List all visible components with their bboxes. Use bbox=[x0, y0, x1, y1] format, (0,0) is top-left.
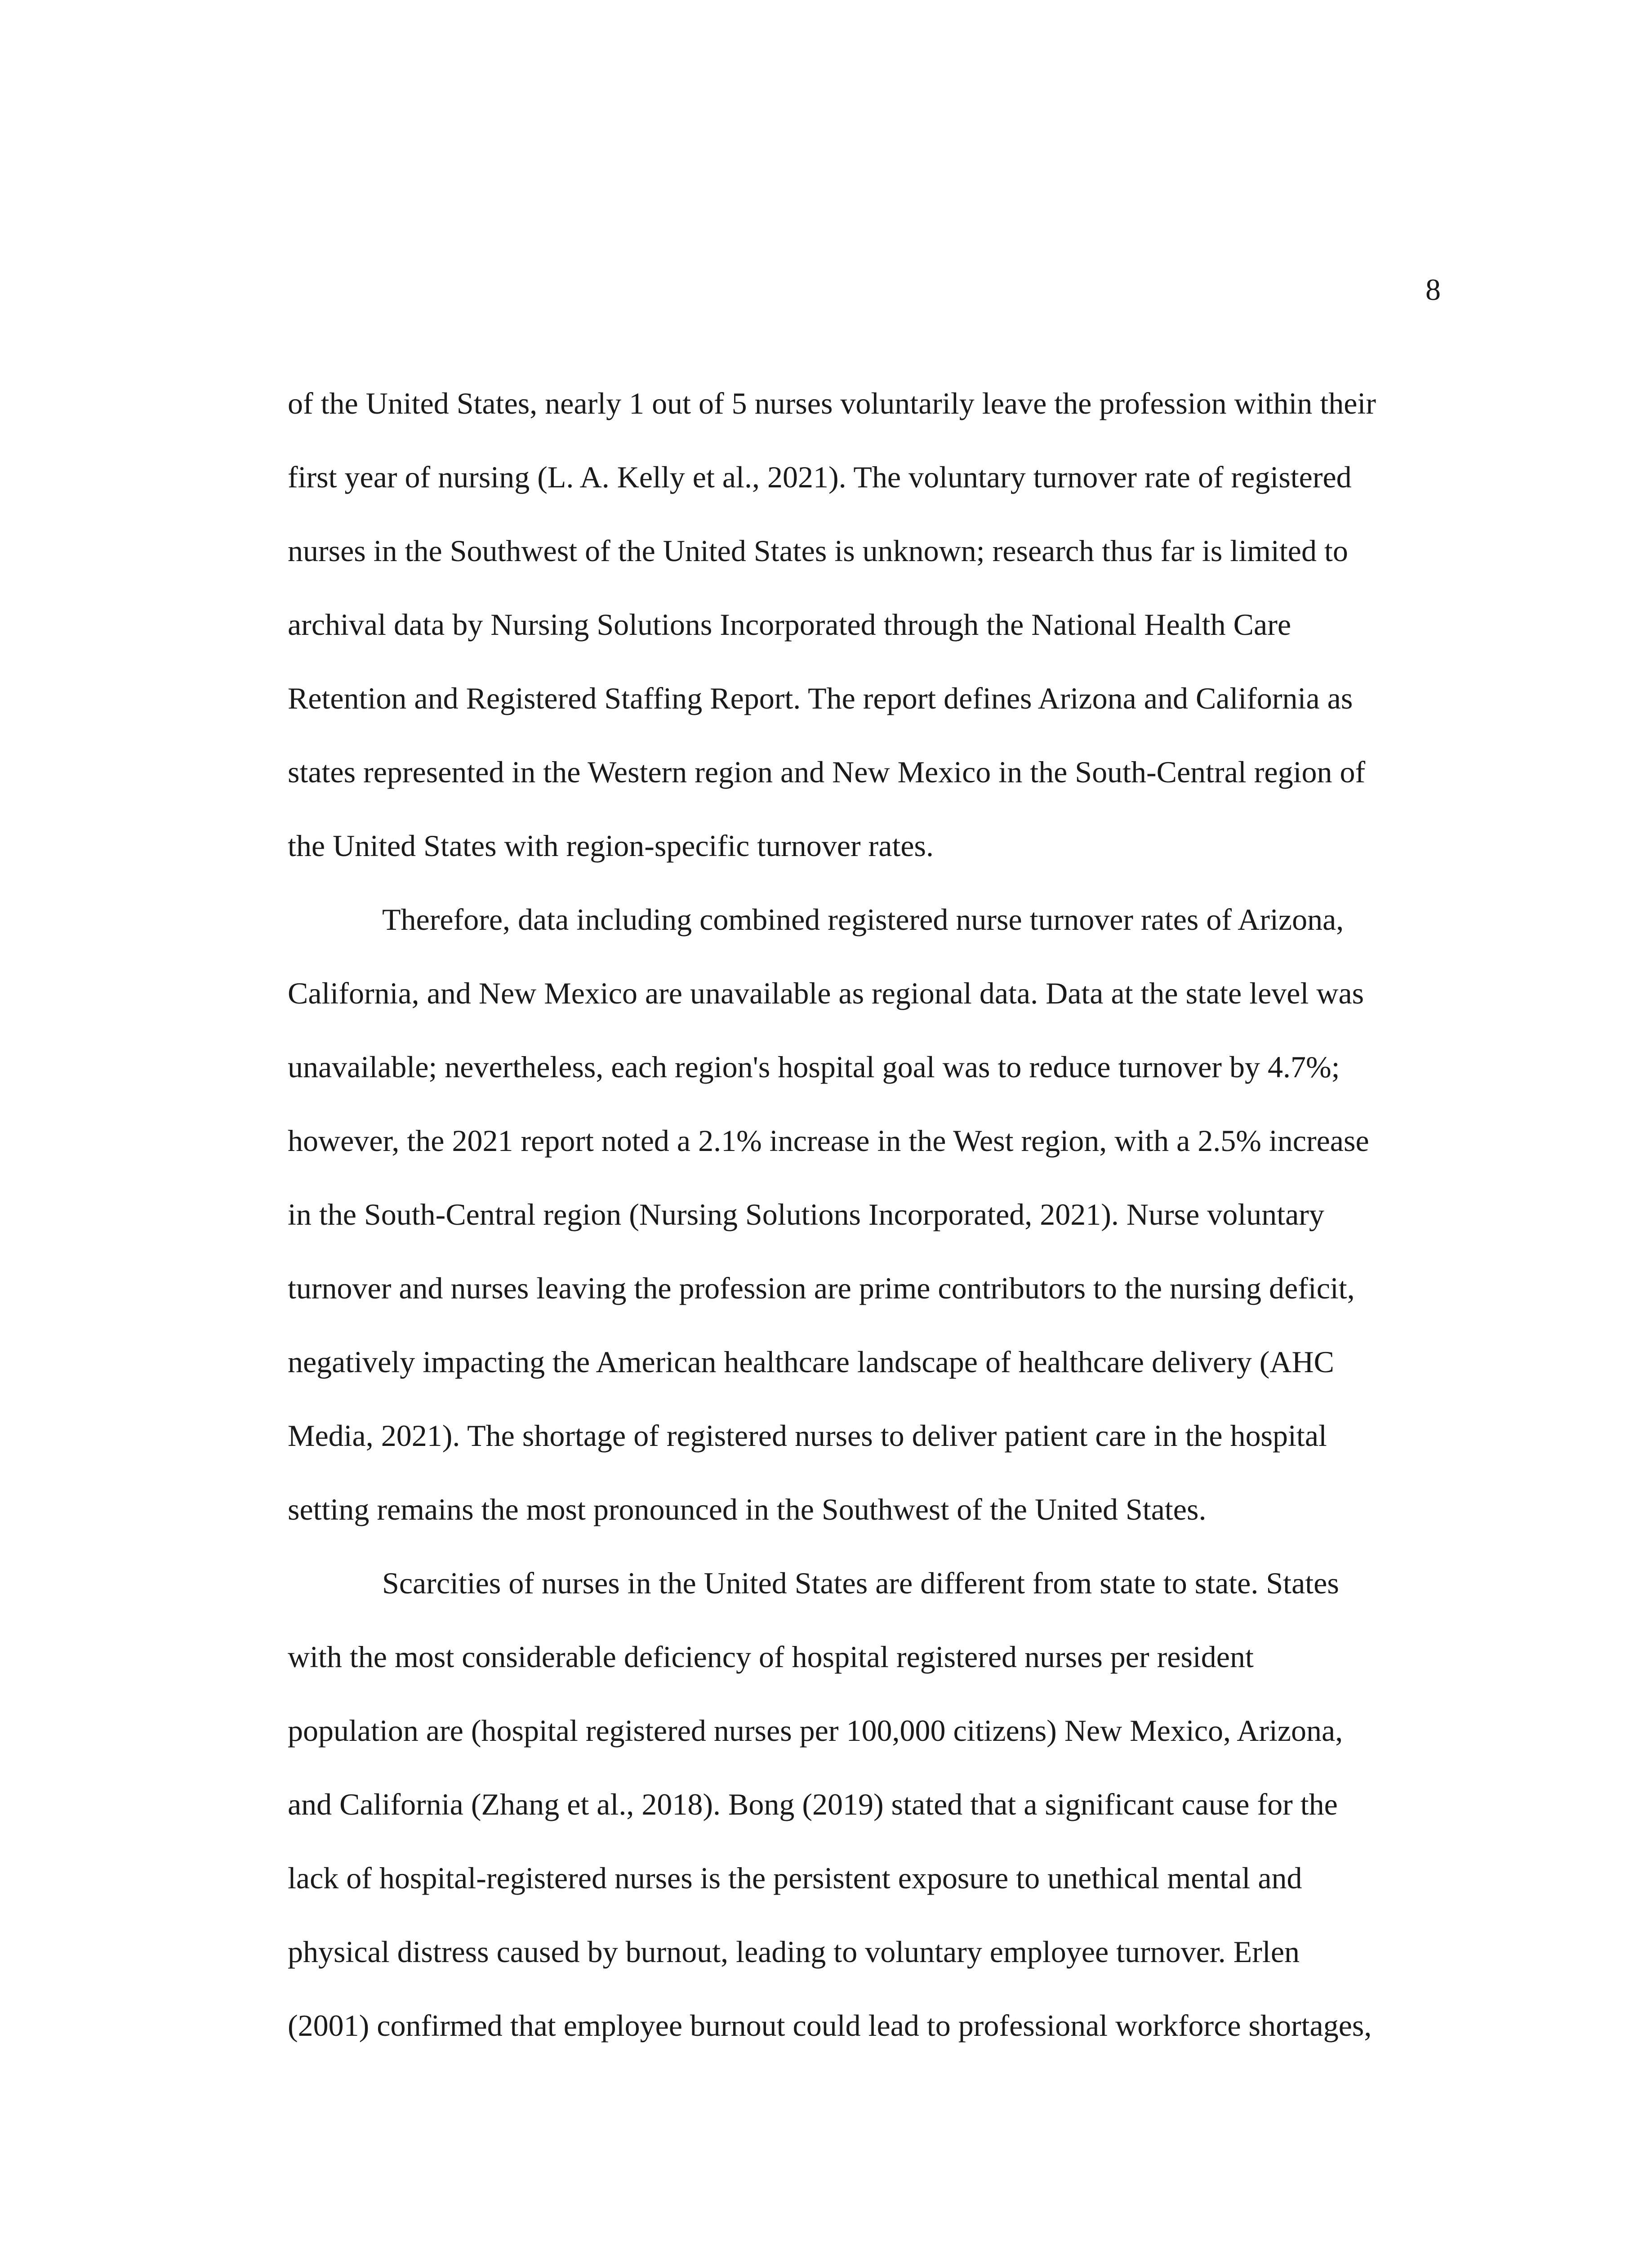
paragraph-first-line: Therefore, data including combined registered nurse turnover rates of Arizona, bbox=[382, 902, 1344, 937]
text-line: of the United States, nearly 1 out of 5 nurses voluntarily leave the profession within their bbox=[288, 386, 1376, 420]
paragraph-first-line: Scarcities of nurses in the United States are different from state to state. States bbox=[382, 1566, 1339, 1600]
text-line: states represented in the Western region and New Mexico in the South-Central region of bbox=[288, 755, 1366, 789]
text-line: negatively impacting the American healthcare landscape of healthcare delivery (AHC bbox=[288, 1345, 1334, 1379]
text-line: unavailable; nevertheless, each region's hospital goal was to reduce turnover by 4.7%; bbox=[288, 1050, 1340, 1084]
text-line: Retention and Registered Staffing Report. The report defines Arizona and California as bbox=[288, 681, 1353, 715]
text-line: physical distress caused by burnout, leading to voluntary employee turnover. Erlen bbox=[288, 1935, 1300, 1969]
text-line: archival data by Nursing Solutions Incorporated through the National Health Care bbox=[288, 607, 1291, 642]
text-line: the United States with region-specific turnover rates. bbox=[288, 829, 934, 863]
text-line: in the South-Central region (Nursing Solutions Incorporated, 2021). Nurse voluntary bbox=[288, 1197, 1324, 1231]
text-line: setting remains the most pronounced in the Southwest of the United States. bbox=[288, 1492, 1207, 1526]
text-line: first year of nursing (L. A. Kelly et al., 2021). The voluntary turnover rate of registered bbox=[288, 460, 1352, 494]
text-line: and California (Zhang et al., 2018). Bong (2019) stated that a significant cause for the bbox=[288, 1787, 1338, 1821]
text-line: population are (hospital registered nurses per 100,000 citizens) New Mexico, Arizona, bbox=[288, 1713, 1343, 1748]
text-line: California, and New Mexico are unavailable as regional data. Data at the state level was bbox=[288, 976, 1364, 1010]
page-number: 8 bbox=[1425, 272, 1441, 307]
text-line: however, the 2021 report noted a 2.1% increase in the West region, with a 2.5% increase bbox=[288, 1124, 1369, 1158]
text-line: turnover and nurses leaving the profession are prime contributors to the nursing deficit, bbox=[288, 1271, 1355, 1305]
text-line: (2001) confirmed that employee burnout could lead to professional workforce shortages, bbox=[288, 2008, 1372, 2043]
text-line: nurses in the Southwest of the United States is unknown; research thus far is limited to bbox=[288, 534, 1348, 568]
body-text bbox=[288, 366, 1434, 2062]
text-line: lack of hospital-registered nurses is the persistent exposure to unethical mental and bbox=[288, 1861, 1302, 1895]
text-line: with the most considerable deficiency of hospital registered nurses per resident bbox=[288, 1640, 1254, 1674]
text-line: Media, 2021). The shortage of registered nurses to deliver patient care in the hospital bbox=[288, 1418, 1327, 1453]
